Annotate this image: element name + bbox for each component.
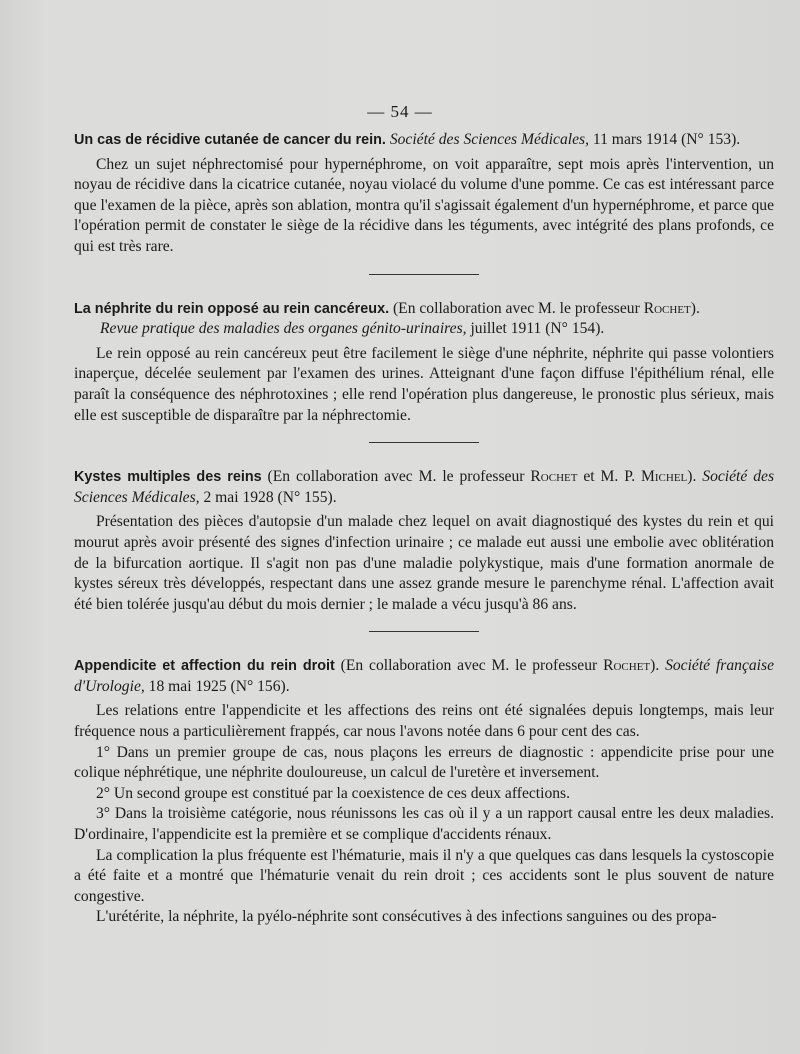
section-divider — [369, 631, 479, 632]
section-divider — [369, 442, 479, 443]
article-heading: Kystes multiples des reins (En collaboration avec M. le professeur Rochet et M. P. Michel). Société des Sciences Médicales, 2 mai 1928 (N° 155). — [74, 468, 775, 506]
article-paragraph: 2° Un second groupe est constitué par la coexistence de ces deux affections. — [96, 784, 571, 802]
article-date: juillet 1911 (N° 154). — [466, 320, 605, 338]
article-nephrite-rein-oppose — [74, 299, 774, 427]
article-appendicite — [74, 656, 774, 928]
article-reference — [74, 319, 774, 340]
article-title: La néphrite du rein opposé au rein cancéreux. — [74, 300, 390, 317]
author-name: Rochet — [643, 299, 691, 317]
journal-name: Société des Sciences Médicales, — [385, 131, 589, 148]
article-heading: La néphrite du rein opposé au rein cancéreux. (En collaboration avec M. le professeur Rochet). — [74, 299, 700, 317]
article-paragraph: Chez un sujet néphrectomisé pour hypernéphrome, on voit apparaître, sept mois après l'intervention, un noyau de récidive dans la cicatrice cutanée, noyau violacé du volume d'une pomme. Ce cas est intéressant parce que l'examen de la pièce, après son ablation, montra qu'il s'agissait également d'un hypernéphrome, et parce que l'opération permit de constater le siège de la récidive dans les téguments, avec intégrité des plans profonds, ce qui est très rare. — [74, 155, 774, 255]
article-title: Un cas de récidive cutanée de cancer du rein. — [74, 132, 386, 148]
article-paragraph: 1° Dans un premier groupe de cas, nous plaçons les erreurs de diagnostic : appendicite prise pour une colique néphrétique, une néphrite douloureuse, un calcul de l'uretère et inversement. — [74, 743, 774, 782]
article-recidive-cutanee — [74, 130, 774, 258]
journal-name: Société française d'Urologie, — [74, 657, 774, 695]
author-name: Rochet — [603, 657, 651, 675]
article-paragraph: Présentation des pièces d'autopsie d'un malade chez lequel on avait diagnostiqué des kystes du rein et qui mourut après avoir présenté des signes d'infection urinaire ; ce malade eut aussi une embolie avec oblitération de la bifurcation aortique. Il s'agit non pas d'une maladie polykystique, mais d'une formation anormale de kystes séreux très développés, respectant dans une assez grande mesure le parenchyme rénal. L'affection avait été bien tolérée jusqu'au début du mois dernier ; le malade a vécu jusqu'à 86 ans. — [74, 513, 774, 613]
article-paragraph: L'urétérite, la néphrite, la pyélo-néphrite sont consécutives à des infections sanguines ou des propa- — [96, 908, 717, 926]
article-paragraph: Le rein opposé au rein cancéreux peut être facilement le siège d'une néphrite, néphrite qui passe volontiers inaperçue, décelée seulement par l'examen des urines. Atteignant d'une façon diffuse l'épithélium rénal, elle paraît la conséquence des néphrotoxines ; elle rend l'opération plus dangereuse, le pronostic plus sérieux, mais elle est susceptible de disparaître par la néphrectomie. — [74, 344, 774, 424]
journal-name: Société des Sciences Médicales, — [74, 468, 775, 506]
article-paragraph: La complication la plus fréquente est l'hématurie, mais il n'y a que quelques cas dans lesquels la cystoscopie a été faite et a montré que l'hématurie venait du rein droit ; ces accidents sont le plus souvent de nature congestive. — [74, 846, 774, 905]
section-divider — [369, 274, 479, 275]
article-paragraph: 3° Dans la troisième catégorie, nous réunissons les cas où il y a un rapport causal entre les deux maladies. D'ordinaire, l'appendicite est la première et se complique d'accidents rénaux. — [74, 805, 774, 844]
article-date: 11 mars 1914 (N° 153). — [589, 131, 741, 148]
article-date: 2 mai 1928 (N° 155). — [199, 488, 337, 506]
journal-name: Revue pratique des maladies des organes génito-urinaires, — [100, 320, 467, 338]
article-heading: Appendicite et affection du rein droit (En collaboration avec M. le professeur Rochet). Société française d'Urologie, 18 mai 1925 (N° 156). — [74, 657, 774, 695]
page-content — [74, 130, 774, 928]
author-name: Rochet — [530, 468, 578, 486]
page-number: — 54 — — [367, 102, 433, 121]
article-title: Kystes multiples des reins — [74, 469, 262, 486]
article-paragraph: Les relations entre l'appendicite et les affections des reins ont été signalées depuis longtemps, mais leur fréquence nous a particulièrement frappés, car nous l'avons notée dans 6 pour cent des cas. — [74, 702, 774, 741]
article-kystes-multiples — [74, 467, 774, 615]
article-title: Appendicite et affection du rein droit — [74, 658, 335, 675]
article-heading — [74, 130, 774, 151]
article-date: 18 mai 1925 (N° 156). — [144, 677, 290, 695]
author-name: Michel — [641, 468, 688, 486]
